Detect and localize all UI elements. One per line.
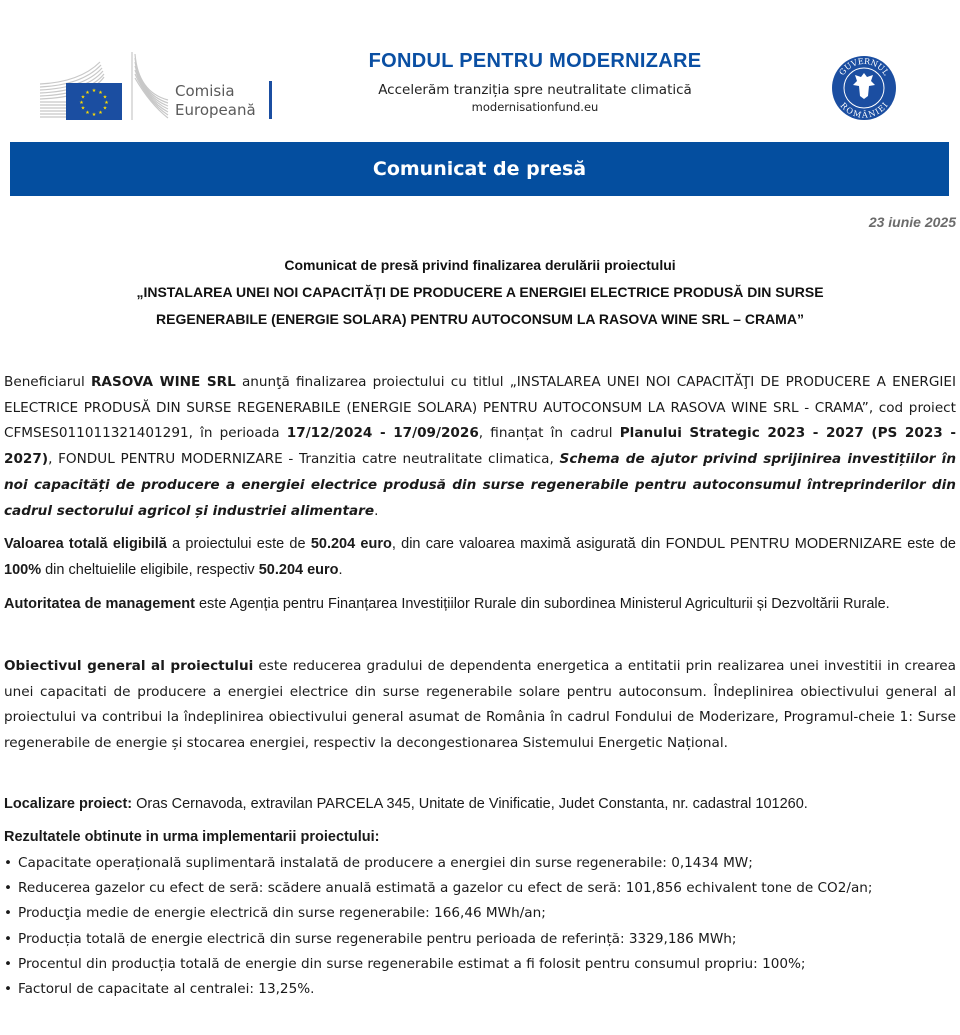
document-title-line-2: „INSTALAREA UNEI NOI CAPACITĂȚI DE PRODUCERE A ENERGIEI ELECTRICE PRODUSĂ DIN SURSE xyxy=(136,284,824,300)
objective-label: Obiectivul general al proiectului xyxy=(4,658,254,674)
list-item: • Producția totală de energie electrică din surse regenerabile pentru perioada de referință: 3329,186 MWh; xyxy=(4,927,872,952)
list-item: • Reducerea gazelor cu efect de seră: scădere anuală estimată a gazelor cu efect de seră: 101,856 echivalent tone de CO2/an; xyxy=(4,876,872,901)
ec-building-right-icon xyxy=(130,52,170,120)
value-label: Valoarea totală eligibilă xyxy=(4,536,167,552)
list-item: • Factorul de capacitate al centralei: 13,25%. xyxy=(4,977,872,1002)
location-paragraph: Localizare proiect: Oras Cernavoda, extravilan PARCELA 345, Unitate de Vinificatie, Judet Constanta, nr. cadastral 101260. xyxy=(4,796,808,812)
svg-text:★: ★ xyxy=(79,100,84,106)
authority-paragraph: Autoritatea de management este Agenția pentru Finanțarea Investițiilor Rurale din subordinea Ministerul Agriculturii și Dezvoltării Rurale. xyxy=(4,596,890,612)
svg-text:★: ★ xyxy=(91,112,97,118)
fund-subtitle: Accelerăm tranziția spre neutralitate climatică xyxy=(378,82,692,98)
svg-text:ROMÂNIEI: ROMÂNIEI xyxy=(838,100,890,120)
romanian-government-seal-icon xyxy=(831,55,897,121)
ec-logo-text: Comisia Europeană xyxy=(175,82,256,119)
list-item: • Producţia medie de energie electrică din surse regenerabile: 166,46 MWh/an; xyxy=(4,901,872,926)
svg-text:★: ★ xyxy=(85,110,90,116)
svg-text:★: ★ xyxy=(102,105,108,112)
funded-amount: 50.204 euro xyxy=(258,561,339,578)
strategic-plan: Planului Strategic 2023 - 2027 (PS 2023 - 2027) xyxy=(4,425,956,468)
press-release-banner xyxy=(10,142,949,196)
funding-percent: 100% xyxy=(4,561,42,578)
list-item: • Procentul din producția totală de energie din surse regenerabile estimat a fi folosit pentru consumul propriu: 100%; xyxy=(4,952,872,977)
fund-url: modernisationfund.eu xyxy=(471,100,599,114)
location-label: Localizare proiect: xyxy=(4,796,133,812)
svg-text:★: ★ xyxy=(91,88,97,94)
fund-heading xyxy=(340,50,730,114)
svg-text:★: ★ xyxy=(80,105,86,112)
document-title-line-1: Comunicat de presă privind finalizarea derulării proiectului xyxy=(284,257,676,273)
project-period: 17/12/2024 - 17/09/2026 xyxy=(286,425,479,442)
svg-text:GUVERNUL: GUVERNUL xyxy=(837,56,891,78)
intro-paragraph: Beneficiarul RASOVA WINE SRL anunţă finalizarea proiectului cu titlul „INSTALAREA UNEI NOI CAPACITĂŢI DE PRODUCERE A ENERGIEI ELECTRICE PRODUSĂ DIN SURSE REGENERABILE (ENERGIE SOLARA) PENTRU AUTOCONSUM LA RASOVA WINE SRL - CRAMA”, cod proiect CFMSES011011321401291, în perioada 17/12/2024 - 17/09/2026, finanțat în cadrul Planului Strategic 2023 - 2027 (PS 2023 - 2027), FONDUL PENTRU MODERNIZARE - Tranzitia catre neutralitate climatica, Schema de ajutor privind sprijinirea investițiilor în noi capacități de producere a energiei electrice produsă din surse regenerabile pentru autoconsumul întreprinderilor din cadrul sectorului agricol și industriei alimentare. xyxy=(4,374,956,519)
svg-text:★: ★ xyxy=(98,89,103,96)
value-paragraph: Valoarea totală eligibilă a proiectului este de 50.204 euro, din care valoarea maximă asigurată din FONDUL PENTRU MODERNIZARE este de 100% din cheltuielile eligibile, respectiv 50.204 euro. xyxy=(4,536,956,578)
document-title-line-3: REGENERABILE (ENERGIE SOLARA) PENTRU AUTOCONSUM LA RASOVA WINE SRL – CRAMA” xyxy=(156,311,804,327)
european-commission-logo xyxy=(38,52,278,122)
svg-text:★: ★ xyxy=(98,110,103,116)
list-item: • Capacitate operațională suplimentară instalată de producere a energiei din surse regenerabile: 0,1434 MW; xyxy=(4,851,872,876)
eu-flag-icon xyxy=(66,83,122,120)
objective-paragraph: Obiectivul general al proiectului este reducerea gradului de dependenta energetica a entitatii prin realizarea unei investitii in crearea unei capacitati de producere a energiei electrice din surse regenerabile solare pentru autoconsum. Îndeplinirea obiectivului general al proiectului va contribui la îndeplinirea obiectivului general asumat de România în cadrul Fondului de Moderizare, Programul-cheie 1: Surse regenerabile de energie și stocarea energiei, respectiv la decongestionarea Sistemului Energetic Național. xyxy=(4,658,956,752)
ec-logo-divider xyxy=(269,81,272,119)
release-date: 23 iunie 2025 xyxy=(868,214,956,230)
total-eligible-amount: 50.204 euro xyxy=(310,536,392,552)
document-title xyxy=(60,252,900,333)
results-list xyxy=(4,851,872,1002)
fund-title: FONDUL PENTRU MODERNIZARE xyxy=(368,50,702,72)
page-header xyxy=(0,0,960,140)
results-heading: Rezultatele obtinute in urma implementarii proiectului: xyxy=(4,829,380,845)
banner-title: Comunicat de presă xyxy=(372,158,587,180)
svg-text:★: ★ xyxy=(102,94,108,101)
beneficiary-name: RASOVA WINE SRL xyxy=(90,374,236,390)
svg-text:★: ★ xyxy=(80,94,86,101)
authority-label: Autoritatea de management xyxy=(4,596,195,612)
aid-scheme: Schema de ajutor privind sprijinirea investițiilor în noi capacități de producere a energiei electrice produsă din surse regenerabile pentru autoconsumul întreprinderilor din cadrul sectorului agricol și industriei alimentare xyxy=(4,451,956,519)
svg-text:★: ★ xyxy=(85,89,90,96)
svg-text:★: ★ xyxy=(104,100,109,106)
